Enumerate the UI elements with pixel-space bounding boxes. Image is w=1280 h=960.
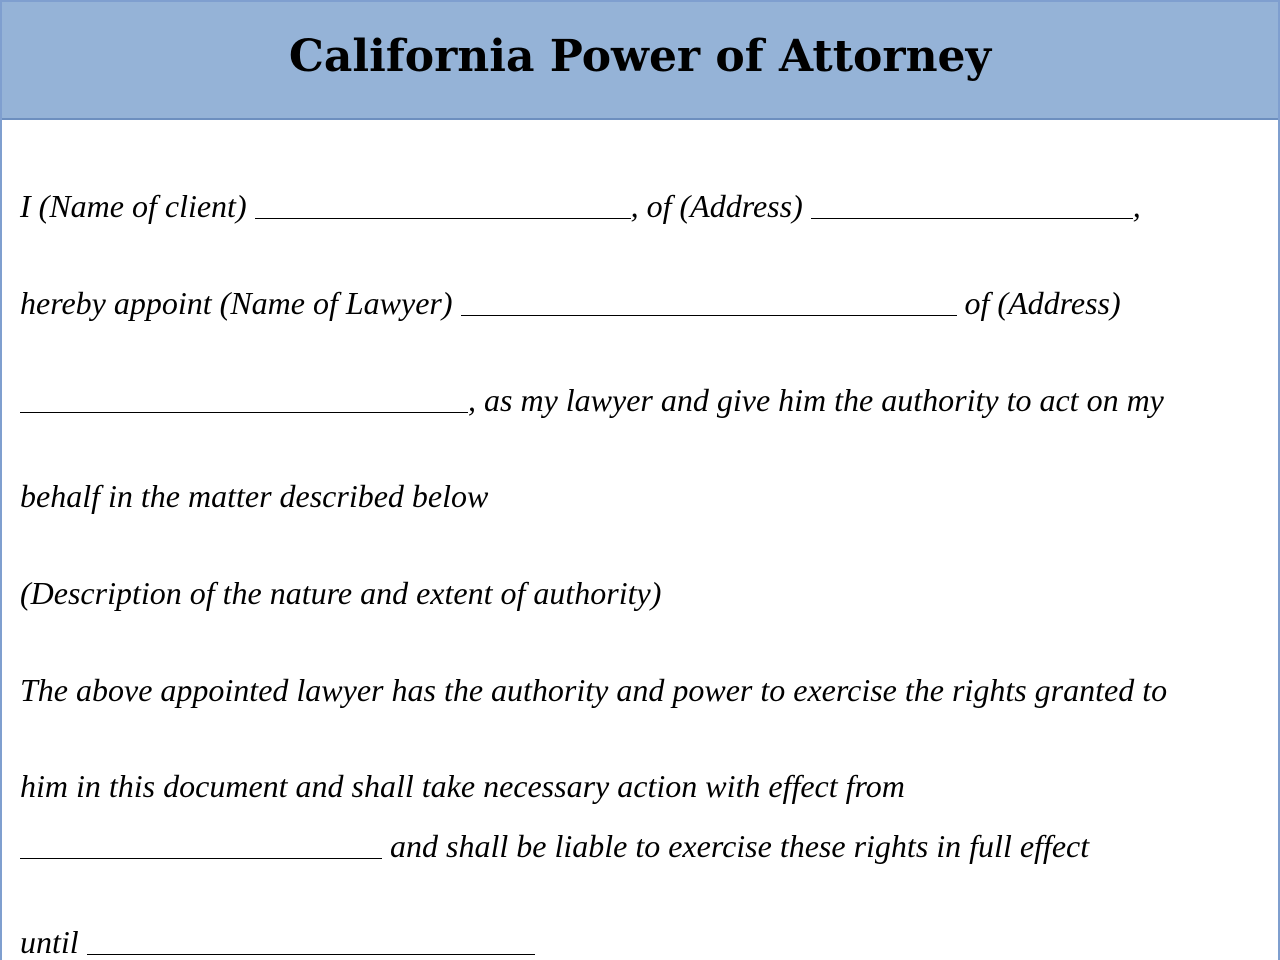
behalf-line: behalf in the matter described below (20, 478, 489, 514)
client-name-field[interactable] (255, 194, 631, 219)
start-date-line (20, 830, 1089, 862)
description-line: (Description of the nature and extent of authority) (20, 575, 662, 611)
lawyer-line (20, 287, 1121, 319)
page-title: California Power of Attorney (288, 30, 992, 82)
end-date-field[interactable] (87, 930, 535, 955)
comma-text: , (1132, 188, 1141, 224)
effect-from-line: him in this document and shall take necessary action with effect from (20, 768, 905, 804)
lawyer-name-label: hereby appoint (Name of Lawyer) (20, 285, 453, 321)
until-label: until (20, 924, 79, 960)
client-line (20, 190, 1141, 222)
full-effect-text: and shall be liable to exercise these rights in full effect (390, 828, 1090, 864)
lawyer-address-field[interactable] (20, 388, 468, 413)
authority-text: , as my lawyer and give him the authority to act on my (468, 382, 1164, 418)
lawyer-address-line (20, 384, 1164, 416)
client-name-label: I (Name of client) (20, 188, 247, 224)
lawyer-name-field[interactable] (461, 291, 957, 316)
client-address-label: , of (Address) (630, 188, 803, 224)
start-date-field[interactable] (20, 834, 382, 859)
until-line (20, 926, 535, 958)
title-banner (2, 2, 1278, 120)
lawyer-address-label: of (Address) (964, 285, 1121, 321)
client-address-field[interactable] (811, 194, 1133, 219)
authority-statement-line: The above appointed lawyer has the authority and power to exercise the rights granted to (20, 672, 1168, 708)
